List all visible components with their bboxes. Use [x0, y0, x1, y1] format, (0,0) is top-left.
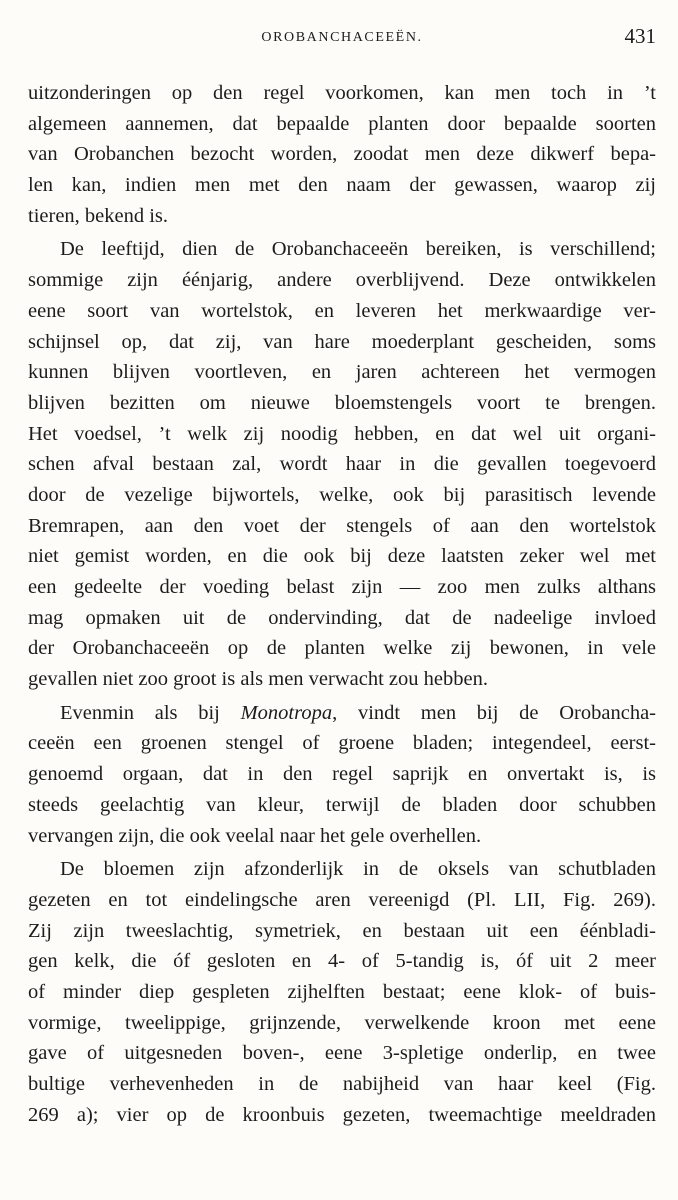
text-line: niet gemist worden, en die ook bij deze laatsten zeker wel met [28, 545, 656, 568]
text-line: Bremrapen, aan den voet der stengels of aan den wortelstok [28, 514, 656, 537]
body-text [28, 78, 656, 1130]
text-line: van Orobanchen bezocht worden, zoodat men deze dikwerf bepa- [28, 143, 656, 166]
text-line: schijnsel op, dat zij, van hare moederplant gescheiden, soms [28, 330, 656, 353]
text-line: ceeën een groenen stengel of groene bladen; integendeel, eerst- [28, 732, 656, 755]
text-line: tieren, bekend is. [28, 204, 169, 227]
text-line: schen afval bestaan zal, wordt haar in die gevallen toegevoerd [28, 453, 656, 476]
text-line: Zij zijn tweeslachtig, symetriek, en bestaan uit een éénbladi- [28, 919, 656, 942]
text-line: blijven bezitten om nieuwe bloemstengels voort te brengen. [28, 391, 656, 414]
book-page [28, 18, 656, 1130]
text-segment: Evenmin als bij [60, 701, 241, 724]
text-line: 269 a); vier op de kroonbuis gezeten, tweemachtige meeldraden [28, 1103, 656, 1126]
paragraph [28, 78, 656, 231]
text-line [28, 698, 656, 729]
text-line: vervangen zijn, die ook veelal naar het gele overhellen. [28, 824, 482, 847]
text-line: De bloemen zijn afzonderlijk in de oksels van schutbladen [60, 858, 656, 881]
text-line: vormige, tweelippige, grijnzende, verwelkende kroon met eene [28, 1011, 656, 1034]
text-line: der Orobanchaceeën op de planten welke zij bewonen, in vele [28, 637, 656, 660]
text-line: gezeten en tot eindelingsche aren vereenigd (Pl. LII, Fig. 269). [28, 888, 656, 911]
text-line: De leeftijd, dien de Orobanchaceeën bereiken, is verschillend; [60, 238, 656, 261]
running-head [28, 18, 656, 58]
text-line: algemeen aannemen, dat bepaalde planten door bepaalde soorten [28, 112, 656, 135]
text-line: een gedeelte der voeding belast zijn — zoo men zulks althans [28, 576, 656, 598]
text-line: door de vezelige bijwortels, welke, ook bij parasitisch levende [28, 483, 656, 506]
text-line: of minder diep gespleten zijhelften bestaat; eene klok- of buis- [28, 980, 656, 1003]
text-line: kunnen blijven voortleven, en jaren achtereen het vermogen [28, 361, 656, 384]
paragraph [28, 854, 656, 1130]
text-line: steeds geelachtig van kleur, terwijl de bladen door schubben [28, 793, 656, 816]
text-line: len kan, indien men met den naam der gewassen, waarop zij [28, 174, 656, 197]
page-number: 431 [624, 24, 656, 48]
text-line: gave of uitgesneden boven-, eene 3-spletige onderlip, en twee [28, 1042, 656, 1065]
text-line: gen kelk, die óf gesloten en 4- of 5-tandig is, óf uit 2 meer [28, 950, 656, 973]
text-line: bultige verhevenheden in de nabijheid van haar keel (Fig. [28, 1073, 656, 1095]
paragraph [28, 698, 656, 851]
text-line: genoemd orgaan, dat in den regel saprijk en onvertakt is, is [28, 763, 656, 786]
text-line: Het voedsel, ’t welk zij noodig hebben, en dat wel uit organi- [28, 422, 656, 445]
text-line: gevallen niet zoo groot is als men verwacht zou hebben. [28, 668, 488, 691]
text-line: sommige zijn éénjarig, andere overblijvend. Deze ontwikkelen [28, 269, 656, 292]
text-segment: , vindt men bij de Orobancha- [332, 701, 656, 724]
paragraph [28, 234, 656, 694]
text-line: uitzonderingen op den regel voorkomen, kan men toch in ’t [28, 82, 656, 104]
text-line: mag opmaken uit de ondervinding, dat de nadeelige invloed [28, 606, 656, 629]
running-title: OROBANCHACEEËN. [261, 30, 423, 45]
genus-name-italic: Monotropa [240, 701, 333, 724]
text-line: eene soort van wortelstok, en leveren het merkwaardige ver- [28, 299, 656, 322]
